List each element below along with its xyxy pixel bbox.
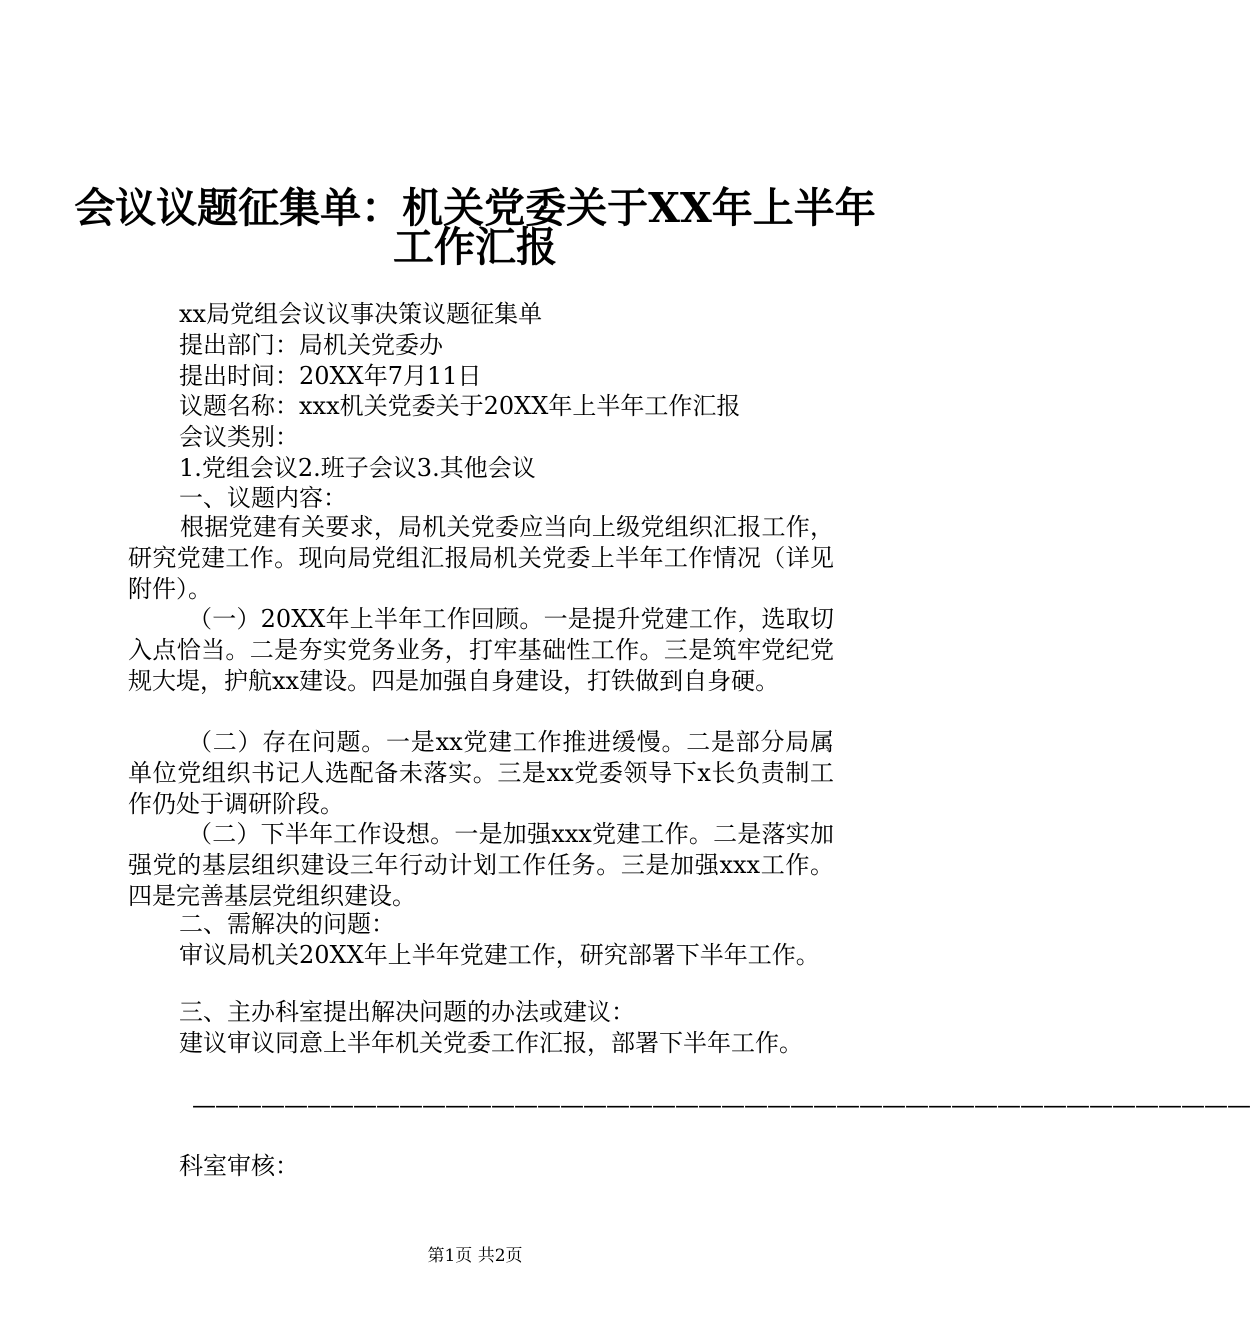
section-3-heading: 三、主办科室提出解决问题的办法或建议： [179, 998, 635, 1026]
review-label: 科室审核： [179, 1152, 299, 1180]
department-field: 提出部门：局机关党委办 [179, 331, 443, 359]
section-1-part-3: （二）下半年工作设想。一是加强xxx党建工作。二是落实加强党的基层组织建设三年行动计划工作任务。三是加强xxx工作。四是完善基层党组织建设。 [128, 820, 834, 910]
section-2-body: 审议局机关20XX年上半年党建工作，研究部署下半年工作。 [179, 941, 820, 969]
meeting-type-options: 1.党组会议2.班子会议3.其他会议 [179, 454, 536, 482]
section-3-body: 建议审议同意上半年机关党委工作汇报，部署下半年工作。 [179, 1029, 803, 1057]
document-title-line-1: 会议议题征集单：机关党委关于XX年上半年 [74, 184, 876, 232]
section-1-intro: 根据党建有关要求，局机关党委应当向上级党组织汇报工作，研究党建工作。现向局党组汇报局机关党委上半年工作情况（详见附件）。 [128, 513, 834, 603]
document-title-line-2: 工作汇报 [393, 223, 557, 271]
signature-rule: —————————————————————————————————————————————— [192, 1091, 1250, 1119]
section-1-part-1: （一）20XX年上半年工作回顾。一是提升党建工作，选取切入点恰当。二是夯实党务业务，打牢基础性工作。三是筑牢党纪党规大堤，护航xx建设。四是加强自身建设，打铁做到自身硬。 [128, 605, 834, 695]
section-1-part-2: （二）存在问题。一是xx党建工作推进缓慢。二是部分局属单位党组织书记人选配备未落实。三是xx党委领导下x长负责制工作仍处于调研阶段。 [128, 728, 834, 818]
form-title: xx局党组会议议事决策议题征集单 [179, 300, 543, 328]
meeting-type-label: 会议类别： [179, 423, 299, 451]
page-footer: 第1页 共2页 [427, 1246, 523, 1266]
submit-time-field: 提出时间：20XX年7月11日 [179, 362, 482, 390]
topic-name-field: 议题名称：xxx机关党委关于20XX年上半年工作汇报 [179, 392, 741, 420]
section-2-heading: 二、需解决的问题： [179, 910, 395, 938]
section-1-heading: 一、议题内容： [179, 484, 347, 512]
